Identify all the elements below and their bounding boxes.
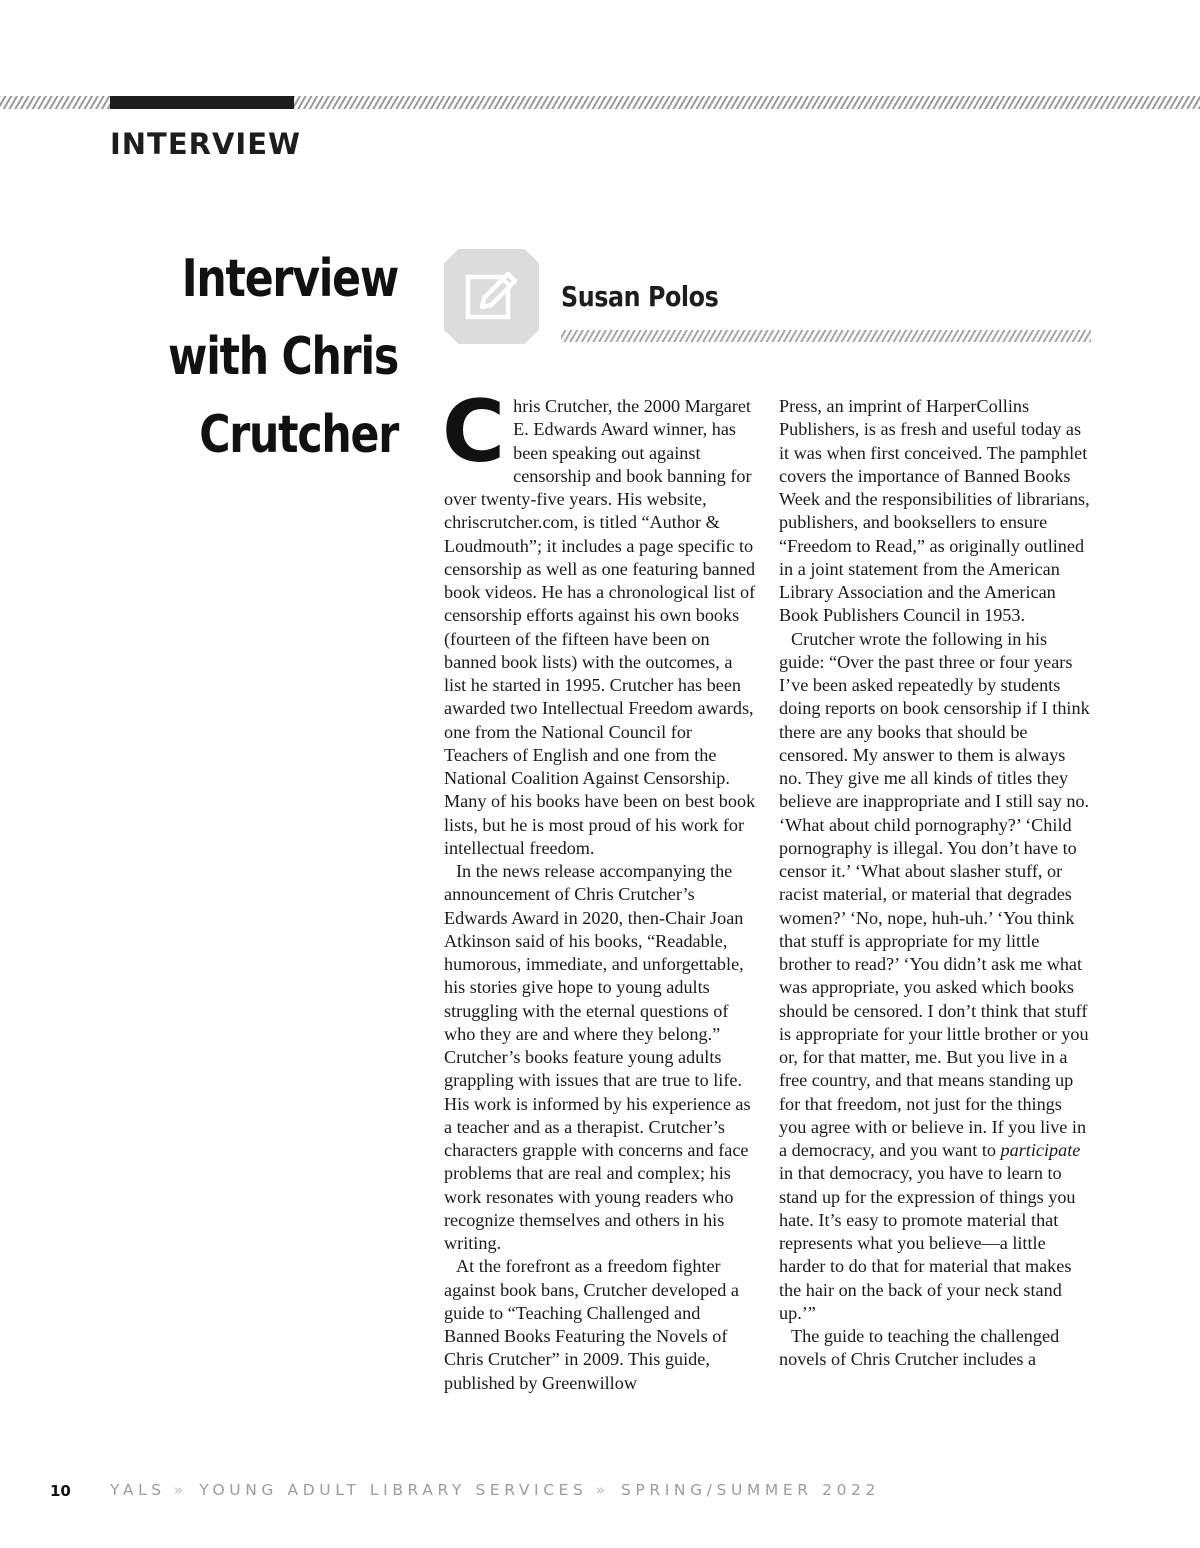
journal-abbrev: YALS [110,1481,166,1499]
title-line-3: Crutcher [199,405,398,465]
article-title [152,240,398,474]
footer-separator: » [173,1481,186,1499]
article-column-2 [779,395,1091,1372]
journal-name: YOUNG ADULT LIBRARY SERVICES [199,1481,588,1499]
footer-journal-line [110,1481,880,1499]
emphasis: participate [1000,1140,1081,1160]
paragraph: Press, an imprint of HarperCollins Publishers, is as fresh and useful today as it was when first conceived. The pamphlet covers the importance of Banned Books Week and the responsibilities of librarians, publishers, and booksellers to ensure “Freedom to Read,” as originally outlined in a joint statement from the American Library Association and the American Book Publishers Council in 1953. [779,396,1090,626]
footer-separator: » [595,1481,607,1499]
pencil-square-icon [444,249,539,344]
section-label: INTERVIEW [110,127,302,161]
page-number: 10 [50,1482,71,1500]
paragraph: At the forefront as a freedom fighter against book bans, Crutcher developed a guide to “Teaching Challenged and Banned Books Featuring the Novels of Chris Crutcher” in 2009. This guide, published by Greenwillow [444,1256,739,1393]
paragraph: The guide to teaching the challenged novels of Chris Crutcher includes a [779,1326,1060,1370]
drop-cap: C [442,382,506,482]
author-hatch-rule [561,330,1091,342]
paragraph: Crutcher wrote the following in his guide: “Over the past three or four years I’ve been asked repeatedly by students doing reports on book censorship if I think there are any books that should be censored. My answer to them is always no. They give me all kinds of titles they believe are inappropriate and I still say no. ‘What about child pornography?’ ‘Child pornography is illegal. You don’t have to censor it.’ ‘What about slasher stuff, or racist material, or material that degrades women?’ ‘No, nope, huh-uh.’ ‘You think that stuff is appropriate for my little brother to read?’ ‘You didn’t ask me what was appropriate, you asked which books should be censored. I don’t think that stuff is appropriate for your little brother or you or, for that matter, me. But you live in a free country, and that means standing up for that freedom, not just for the things you agree with or believe in. If you live in a democracy, and you want to participate in that democracy, you have to learn to stand up for the expression of things you hate. It’s easy to promote material that represents what you believe—a little harder to do that for material that makes the hair on the back of your neck stand up.’” [779,628,1090,1323]
title-line-2: with Chris [168,327,398,387]
author-name: Susan Polos [561,280,719,313]
paragraph: In the news release accompanying the announcement of Chris Crutcher’s Edwards Award in 2020, then-Chair Joan Atkinson said of his books, “Readable, humorous, immediate, and unforgettable, his stories give hope to young adults struggling with the eternal questions of who they are and where they belong.” Crutcher’s books feature young adults grappling with issues that are true to life. His work is informed by his experience as a teacher and as a therapist. Crutcher’s characters grapple with concerns and face problems that are real and complex; his work resonates with young readers who recognize themselves and others in his writing. [444,861,751,1253]
title-line-1: Interview [181,249,398,309]
paragraph: Chris Crutcher, the 2000 Margaret E. Edwards Award winner, has been speaking out against censorship and book banning for over twenty-five years. His website, chriscrutcher.com, is titled “Author & Loudmouth”; it includes a page specific to censorship as well as one featuring banned book videos. He has a chronological list of censorship efforts against his own books (fourteen of the fifteen have been on banned book lists) with the outcomes, a list he started in 1995. Crutcher has been awarded two Intellectual Freedom awards, one from the National Council for Teachers of English and one from the National Coalition Against Censorship. Many of his books have been on best book lists, but he is most proud of his work for intellectual freedom. [442,382,756,858]
issue-label: SPRING/SUMMER 2022 [620,1481,880,1499]
article-column-1 [442,382,756,1395]
header-accent-bar [110,96,294,109]
page-footer [0,1478,1200,1502]
